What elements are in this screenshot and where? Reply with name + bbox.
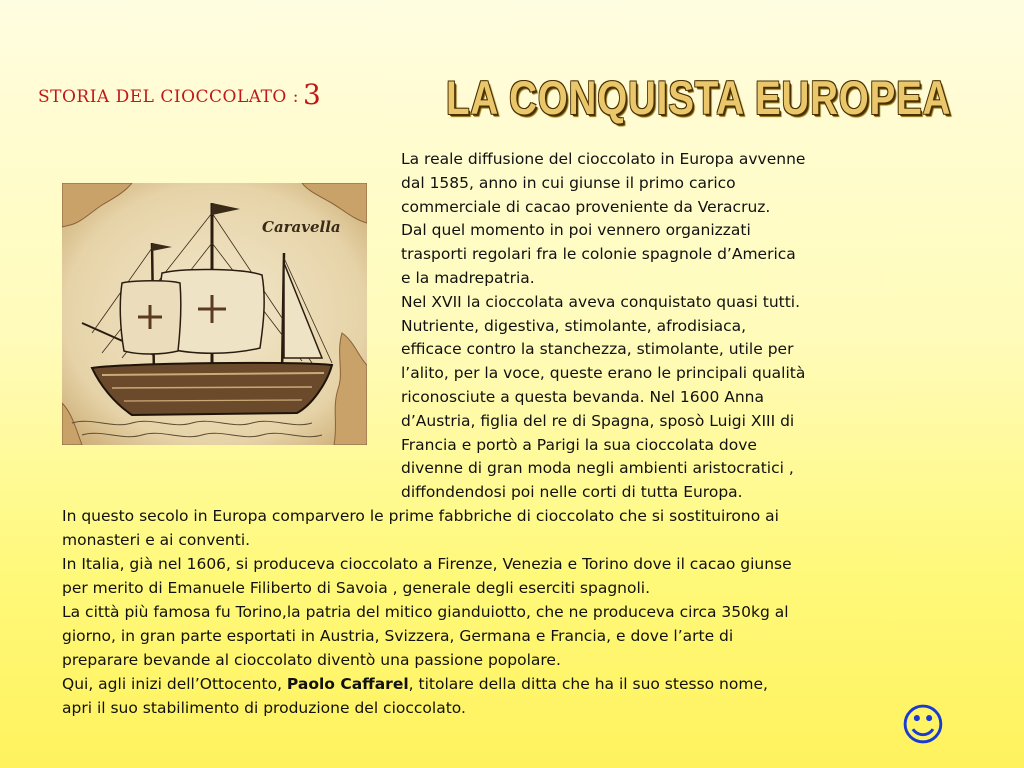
caravel-drawing [62, 183, 367, 445]
text-line: e la madrepatria. [401, 268, 535, 287]
upper-paragraph [401, 148, 901, 505]
page-subtitle [38, 78, 321, 111]
text-line [62, 672, 942, 696]
text-line: diffondendosi poi nelle corti di tutta Europa. [401, 483, 743, 502]
smiley-icon[interactable]: ☺ [900, 700, 946, 751]
text-line: In questo secolo in Europa comparvero le prime fabbriche di cioccolato che si sostituirono ai [62, 507, 779, 525]
text-line: divenne di gran moda negli ambienti aristocratici , [401, 459, 794, 478]
text-line: apri il suo stabilimento di produzione del cioccolato. [62, 699, 466, 717]
text-line: Nel XVII la cioccolata aveva conquistato quasi tutti. [401, 292, 801, 311]
lower-paragraph [62, 504, 942, 720]
text-line: Dal quel momento in poi vennero organizzati [401, 221, 751, 240]
text-line: d’Austria, figlia del re di Spagna, sposò Luigi XIII di [401, 411, 795, 430]
text-line: Nutriente, digestiva, stimolante, afrodisiaca, [401, 316, 747, 335]
caravel-illustration [62, 183, 367, 445]
text-line: efficace contro la stanchezza, stimolante, utile per [401, 340, 794, 359]
text-line: In Italia, già nel 1606, si produceva cioccolato a Firenze, Venezia e Torino dove il cacao giunse [62, 555, 792, 573]
text-line: Francia e portò a Parigi la sua cioccolata dove [401, 435, 757, 454]
subtitle-text: STORIA DEL CIOCCOLATO : [38, 87, 300, 107]
text-line: monasteri e ai conventi. [62, 531, 251, 549]
text-line: trasporti regolari fra le colonie spagnole d’America [401, 245, 796, 264]
text-line: per merito di Emanuele Filiberto di Savoia , generale degli eserciti spagnoli. [62, 579, 651, 597]
text-segment: Qui, agli inizi dell’Ottocento, [62, 675, 287, 693]
caffarel-name: Paolo Caffarel [286, 675, 409, 693]
text-line: dal 1585, anno in cui giunse il primo carico [401, 173, 736, 192]
text-line: La città più famosa fu Torino,la patria del mitico gianduiotto, che ne produceva circa 350kg al [62, 603, 789, 621]
text-line: preparare bevande al cioccolato diventò una passione popolare. [62, 651, 561, 669]
text-line: La reale diffusione del cioccolato in Europa avvenne [401, 150, 806, 168]
text-segment: , titolare della ditta che ha il suo stesso nome, [408, 675, 768, 693]
illustration-caption: Caravella [262, 218, 341, 236]
subtitle-number: 3 [303, 78, 322, 111]
text-line: l’alito, per la voce, queste erano le principali qualità [401, 364, 806, 383]
text-line: riconosciute a questa bevanda. Nel 1600 Anna [401, 387, 765, 406]
page-title: LA CONQUISTA EUROPEA [446, 71, 952, 124]
text-line: giorno, in gran parte esportati in Austria, Svizzera, Germana e Francia, e dove l’arte di [62, 627, 734, 645]
text-line: commerciale di cacao proveniente da Veracruz. [401, 197, 771, 216]
